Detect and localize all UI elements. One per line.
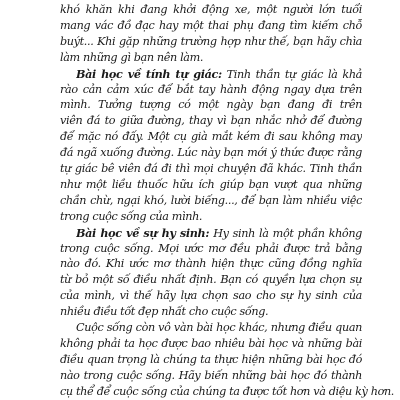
text-line bbox=[76, 67, 362, 81]
text-line bbox=[60, 273, 362, 287]
line-text: điều quan trọng là chúng ta thực hiện những bài học đó bbox=[60, 352, 362, 366]
section-heading: Bài học về tính tự giác: bbox=[76, 66, 222, 81]
text-line bbox=[60, 384, 395, 399]
text-line bbox=[60, 178, 362, 192]
line-text: không phải ta học được bao nhiêu bài học và những bài bbox=[60, 336, 362, 350]
text-line bbox=[60, 194, 362, 208]
line-text: Cuộc sống còn vô vàn bài học khác, nhưng điều quan bbox=[76, 321, 362, 334]
text-line bbox=[76, 226, 362, 240]
text-line bbox=[60, 162, 362, 176]
line-text: đá ngã xuống đường. Lúc này bạn mới ý thức được rằng bbox=[60, 146, 362, 160]
text-line bbox=[60, 130, 362, 144]
section-heading: Bài học về sự hy sinh: bbox=[76, 225, 210, 240]
line-text: chần chừ, ngại khó, lười biếng..., để bạn làm nhiều việc bbox=[60, 193, 362, 207]
line-text: khó khăn khi đang khởi động xe, một người lớn tuổi bbox=[60, 3, 362, 16]
text-line bbox=[60, 257, 362, 271]
line-text: nào đó. Khi ước mơ thành hiện thực cũng đồng nghĩa bbox=[60, 257, 362, 271]
text-line bbox=[60, 337, 362, 351]
line-text: từ bỏ một số điều nhất định. Bạn có quyền lựa chọn sự bbox=[60, 273, 362, 287]
text-line bbox=[60, 98, 362, 112]
line-text: cụ thể để cuộc sống của chúng ta được tốt hơn và diệu kỳ hơn. bbox=[60, 384, 395, 398]
text-line bbox=[60, 83, 362, 97]
text-line bbox=[60, 369, 362, 383]
line-text: của mình, vì thế hãy lựa chọn sao cho sự hy sinh của bbox=[60, 289, 362, 303]
line-text: như một liều thuốc hữu ích giúp bạn vượt qua những bbox=[60, 177, 362, 191]
text-line bbox=[60, 210, 362, 224]
line-text: viên đá to giữa đường, thay vì bạn nhắc nhở để đường bbox=[60, 114, 362, 128]
line-text: trong cuộc sống của mình. bbox=[60, 209, 203, 223]
text-line bbox=[76, 321, 362, 335]
text-line bbox=[60, 289, 362, 303]
line-text: tự giác bê viên đá đi thì mọi chuyện đã khác. Tinh thần bbox=[60, 162, 362, 175]
line-text: trong cuộc sống. Mọi ước mơ đều phải được trả bằng bbox=[60, 241, 362, 255]
line-text: làm những gì bạn nên làm. bbox=[60, 50, 204, 64]
text-line bbox=[60, 353, 362, 367]
text-line bbox=[60, 51, 362, 65]
text-line bbox=[60, 19, 362, 33]
line-text: Tinh thần tự giác là khả bbox=[226, 67, 362, 81]
line-text: mang vác đồ đạc hay một thai phụ đang tìm kiếm chỗ bbox=[60, 18, 362, 32]
line-text: Hy sinh là một phần không bbox=[213, 226, 362, 240]
text-line bbox=[60, 35, 362, 49]
line-text: rào cản cảm xúc để bắt tay hành động ngay dựa trên bbox=[60, 82, 362, 96]
line-text: nhiều điều tốt đẹp nhất cho cuộc sống. bbox=[60, 305, 269, 319]
text-line bbox=[60, 146, 362, 160]
text-line bbox=[60, 114, 362, 128]
line-text: để mặc nó đấy. Một cụ già mắt kém đi sau không may bbox=[60, 130, 362, 144]
line-text: nào trong cuộc sống. Hãy biến những bài học đó thành bbox=[60, 368, 362, 382]
line-text: buýt... Khi gặp những trường hợp như thế, bạn hãy chìa bbox=[60, 34, 362, 48]
line-text: mình. Tưởng tượng có một ngày bạn đang đi trên bbox=[60, 98, 362, 112]
text-line bbox=[60, 305, 362, 319]
text-line bbox=[60, 242, 362, 256]
text-line bbox=[60, 3, 362, 17]
